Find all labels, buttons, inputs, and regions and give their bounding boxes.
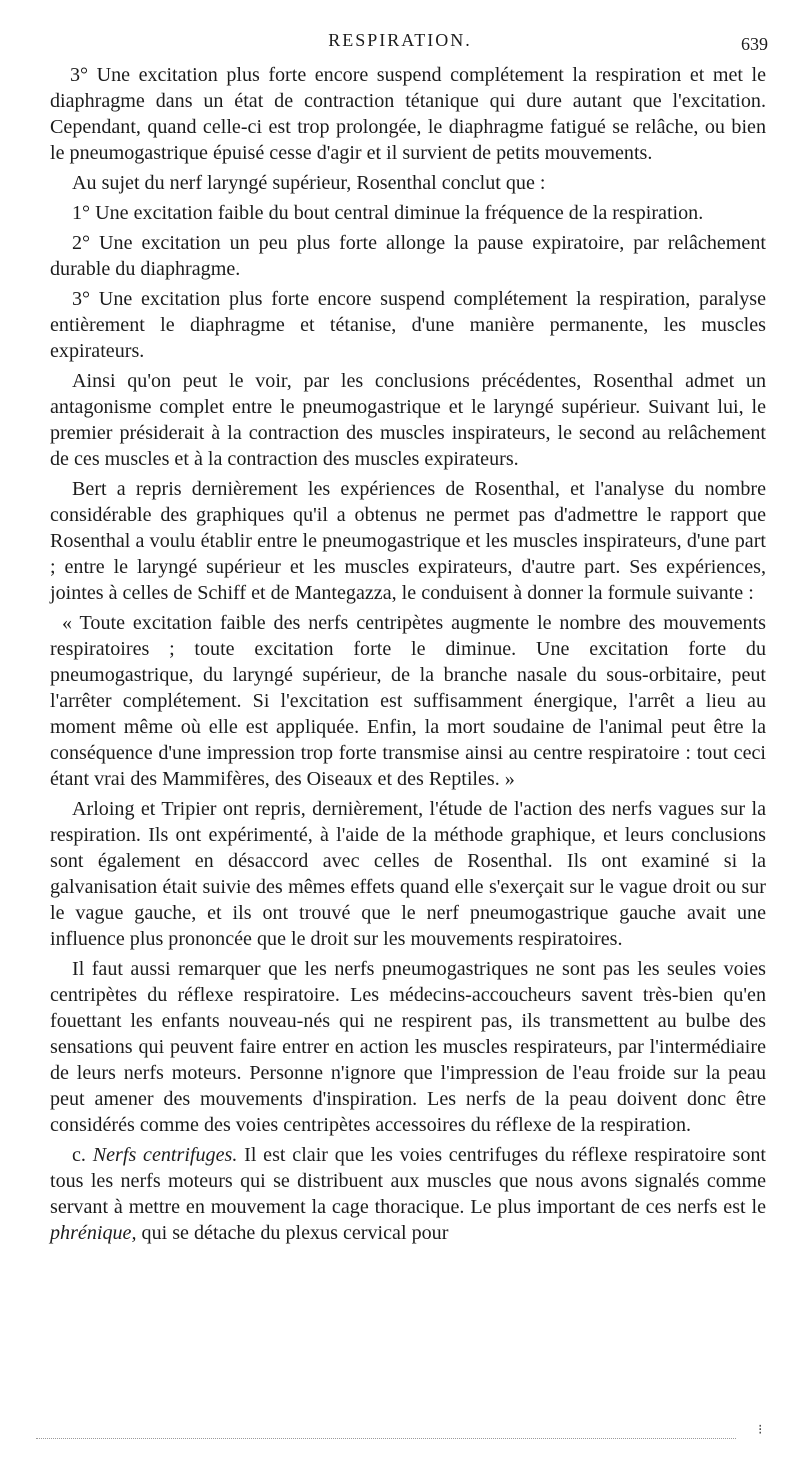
paragraph-vagus-point-3: 3° Une excitation plus forte encore suspend complétement la respiration et met le diaphragme dans un état de contraction tétanique qui dure autant que l'excitation. Cependant, quand celle-ci est trop prolongée, le diaphragme fatigué se relâche, ou bien le pneumogastrique épuisé cesse d'agir et il survient de petits mouvements.: [50, 64, 766, 164]
page-number: 639: [741, 34, 768, 54]
paragraph-laryngeal-intro: Au sujet du nerf laryngé supérieur, Rosenthal conclut que :: [72, 172, 546, 194]
paragraph-laryngeal-point-1: 1° Une excitation faible du bout central diminue la fréquence de la respiration.: [72, 202, 704, 224]
paragraph-laryngeal-point-3: 3° Une excitation plus forte encore suspend complétement la respiration, paralyse entièrement le diaphragme et tétanise, d'une manière permanente, les muscles expirateurs.: [50, 288, 766, 362]
running-head: [30, 30, 770, 60]
paragraph-antagonism: Ainsi qu'on peut le voir, par les conclusions précédentes, Rosenthal admet un antagonisme complet entre le pneumogastrique et le laryngé supérieur. Suivant lui, le premier présiderait à la contraction des muscles inspirateurs, le second au relâchement de ces muscles et à la contraction des muscles expirateurs.: [50, 370, 766, 470]
section-heading: Nerfs centrifuges.: [92, 1144, 238, 1166]
paragraph-quoted-formula: « Toute excitation faible des nerfs centripètes augmente le nombre des mouvements respiratoires ; toute excitation forte le diminue. Une excitation forte du pneumogastrique, du laryngé supérieur, de la branche nasale du sous-orbitaire, peut l'arrêter complétement. Si l'excitation est suffisamment énergique, l'arrêt a lieu au moment même où elle est appliquée. Enfin, la mort soudaine de l'animal peut être la conséquence d'une impression trop forte transmise ainsi au centre respiratoire : tout ceci étant vrai des Mammifères, des Oiseaux et des Reptiles. »: [50, 612, 766, 790]
section-text-tail: qui se détache du plexus cervical pour: [141, 1222, 449, 1244]
paragraph-bert: Bert a repris dernièrement les expériences de Rosenthal, et l'analyse du nombre considérable des graphiques qu'il a obtenus ne permet pas d'admettre le rapport que Rosenthal a voulu établir entre le pneumogastrique et les muscles inspirateurs, d'une part ; entre le laryngé supérieur et les muscles expirateurs, d'autre part. Ses expériences, jointes à celles de Schiff et de Mantegazza, le conduisent à donner la formule suivante :: [50, 478, 766, 604]
section-text: Il est clair que les voies centrifuges du réflexe respiratoire sont tous les nerfs moteurs qui se distribuent aux muscles que nous avons signalés comme servant à mettre en mouvement la cage thoracique. Le plus important de ces nerfs est le: [50, 1144, 767, 1218]
term-phrenique: phrénique,: [50, 1222, 137, 1244]
section-label: c.: [72, 1144, 86, 1166]
running-title: RESPIRATION.: [328, 30, 472, 50]
footer-dotted-rule: [36, 1438, 736, 1439]
paragraph-laryngeal-point-2: 2° Une excitation un peu plus forte allonge la pause expiratoire, par relâchement durable du diaphragme.: [50, 232, 766, 280]
paragraph-arloing-tripier: Arloing et Tripier ont repris, dernièrement, l'étude de l'action des nerfs vagues sur la respiration. Ils ont expérimenté, à l'aide de la méthode graphique, et leurs conclusions sont également en désaccord avec celles de Rosenthal. Ils ont examiné si la galvanisation était suivie des mêmes effets quand elle s'exerçait sur le vague droit ou sur le vague gauche, et ils ont trouvé que le nerf pneumogastrique gauche avait une influence plus prononcée que le droit sur les mouvements respiratoires.: [50, 798, 766, 950]
footer-signature-mark: ⁝: [758, 1423, 763, 1438]
paragraph-centrifugal-nerves: [50, 1142, 766, 1246]
body-text: [50, 62, 766, 1246]
paragraph-centripetal-paths: Il faut aussi remarquer que les nerfs pneumogastriques ne sont pas les seules voies centripètes du réflexe respiratoire. Les médecins-accoucheurs savent très-bien qu'en fouettant les enfants nouveau-nés qui ne respirent pas, ils transmettent au bulbe des sensations qui peuvent faire entrer en action les muscles respirateurs, par l'intermédiaire de leurs nerfs moteurs. Personne n'ignore que l'impression de l'eau froide sur la peau peut amener des mouvements d'inspiration. Les nerfs de la peau doivent donc être considérés comme des voies centripètes accessoires du réflexe de la respiration.: [50, 958, 766, 1136]
